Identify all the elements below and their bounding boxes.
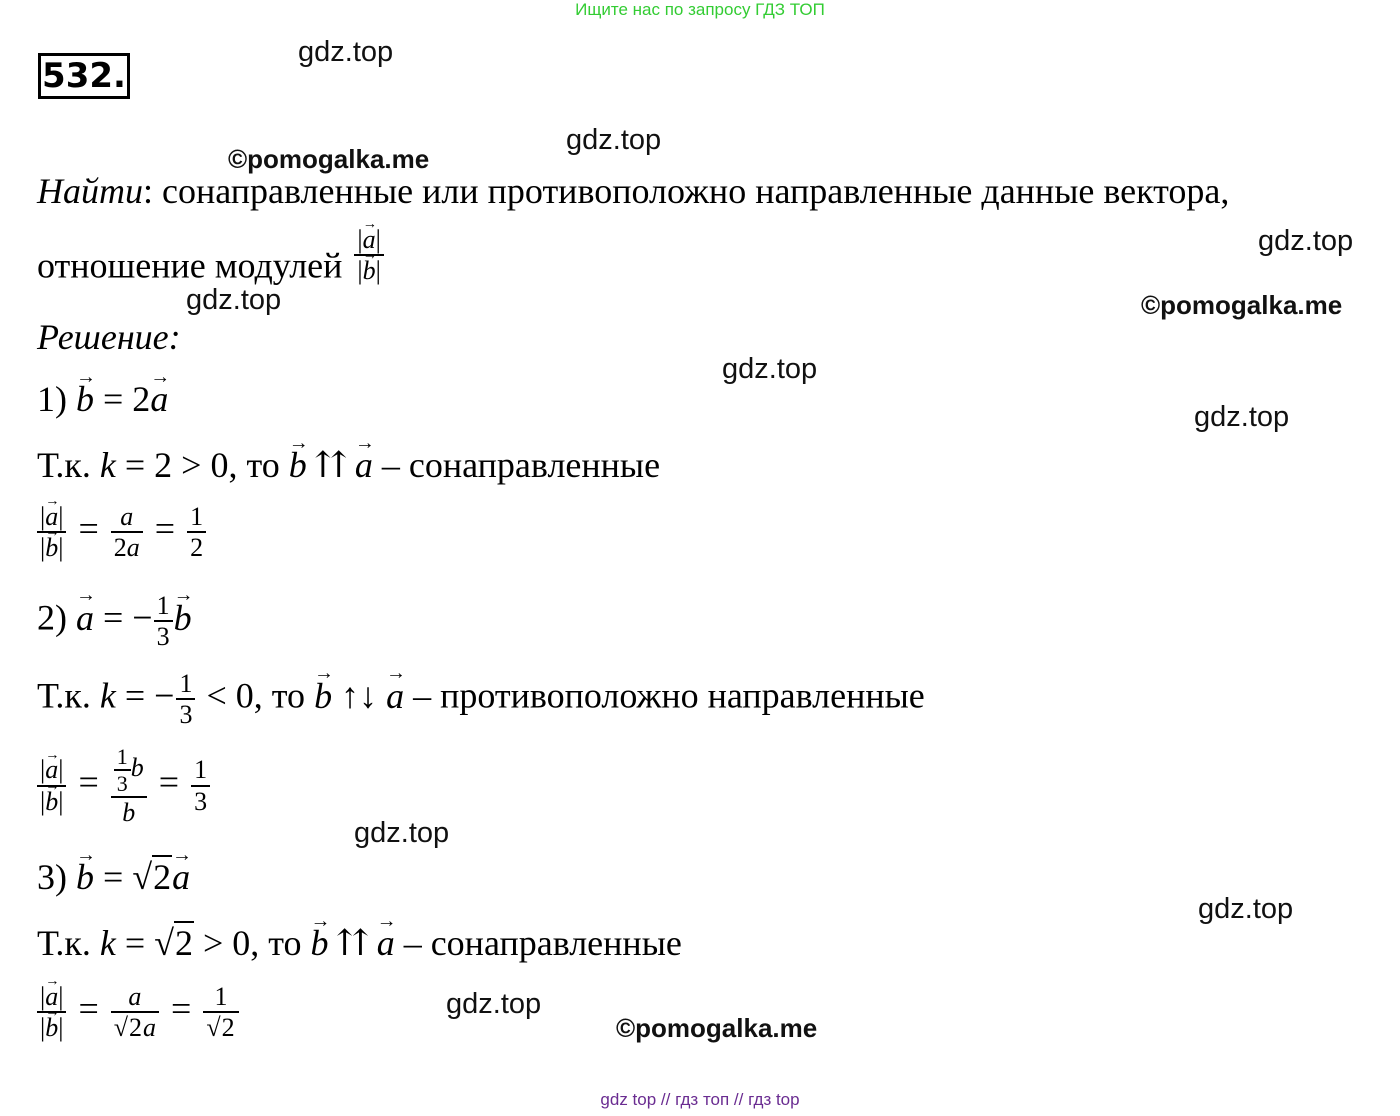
watermark-pomogalka: ©pomogalka.me (1141, 290, 1343, 320)
case-2-equation: 2) → a = − $\frac{1}{3}$ → b (37, 592, 192, 651)
watermark-gdz: gdz.top (446, 988, 542, 1020)
watermark-gdz: gdz.top (1258, 225, 1354, 257)
find-text-2: отношение модулей (37, 245, 343, 286)
watermark-gdz: gdz.top (566, 124, 662, 156)
case-1-ratio: $\frac{|\to a|}{|\to b|}$ = $\frac{a}{2a}$ = $\frac{1}{2}$ (37, 503, 209, 562)
top-banner: Ищите нас по запросу ГДЗ ТОП (575, 0, 825, 19)
find-label: Найти (37, 171, 143, 211)
reason-prefix: Т.к. (37, 675, 91, 716)
task-line-1 (37, 170, 1229, 212)
conclusion: – сонаправленные (403, 923, 682, 963)
find-text: : сонаправленные или противоположно направленные данные вектора, (143, 171, 1230, 211)
watermark-gdz: gdz.top (186, 284, 282, 316)
task-line-2 (37, 226, 387, 286)
bottom-banner: gdz top // гдз топ // гдз top (600, 1090, 800, 1109)
problem-number: 532. (38, 53, 130, 99)
case-index: 3) (37, 857, 67, 897)
ratio-fraction: $\frac{|\to a|}{|\to b|}$ (354, 226, 383, 285)
conclusion: – сонаправленные (381, 445, 661, 485)
to-word: , то (228, 445, 280, 485)
case-index: 1) (37, 379, 67, 419)
case-2-reason: Т.к. k = − $\frac{1}{3}$ < 0, то → b ↑↓ → a – противоположно направленные (37, 670, 925, 729)
case-1-reason: Т.к. k = 2 > 0, то → b ⇈ → a – сонаправленные (37, 444, 660, 486)
watermark-gdz: gdz.top (722, 353, 818, 385)
watermark-gdz: gdz.top (298, 36, 394, 68)
case-2-ratio: $\frac{|\to a|}{|\to b|}$ = $\frac{1}{3}$ b b = $\frac{1}{3}$ (37, 745, 213, 826)
watermark-gdz: gdz.top (1194, 401, 1290, 433)
case-3-reason: Т.к. k = √2 > 0, то → b ⇈ → a – сонаправленные (37, 922, 682, 964)
watermark-pomogalka: ©pomogalka.me (228, 144, 430, 174)
conclusion: – противоположно направленные (413, 675, 925, 716)
case-3-equation: 3) → b = √2→ a (37, 856, 190, 898)
watermark-gdz: gdz.top (354, 817, 450, 849)
solution-label: Решение: (37, 317, 181, 357)
to-word: , то (253, 675, 306, 716)
case-1-equation: 1) → b = 2→ a (37, 378, 168, 420)
case-3-ratio: $\frac{|\to a|}{|\to b|}$ = $\frac{a}{√2a}$ = $\frac{1}{√2}$ (37, 983, 242, 1042)
reason-prefix: Т.к. (37, 923, 91, 963)
case-index: 2) (37, 597, 67, 638)
reason-prefix: Т.к. (37, 445, 91, 485)
watermark-pomogalka: ©pomogalka.me (616, 1013, 818, 1043)
to-word: , то (250, 923, 302, 963)
watermark-gdz: gdz.top (1198, 893, 1294, 925)
